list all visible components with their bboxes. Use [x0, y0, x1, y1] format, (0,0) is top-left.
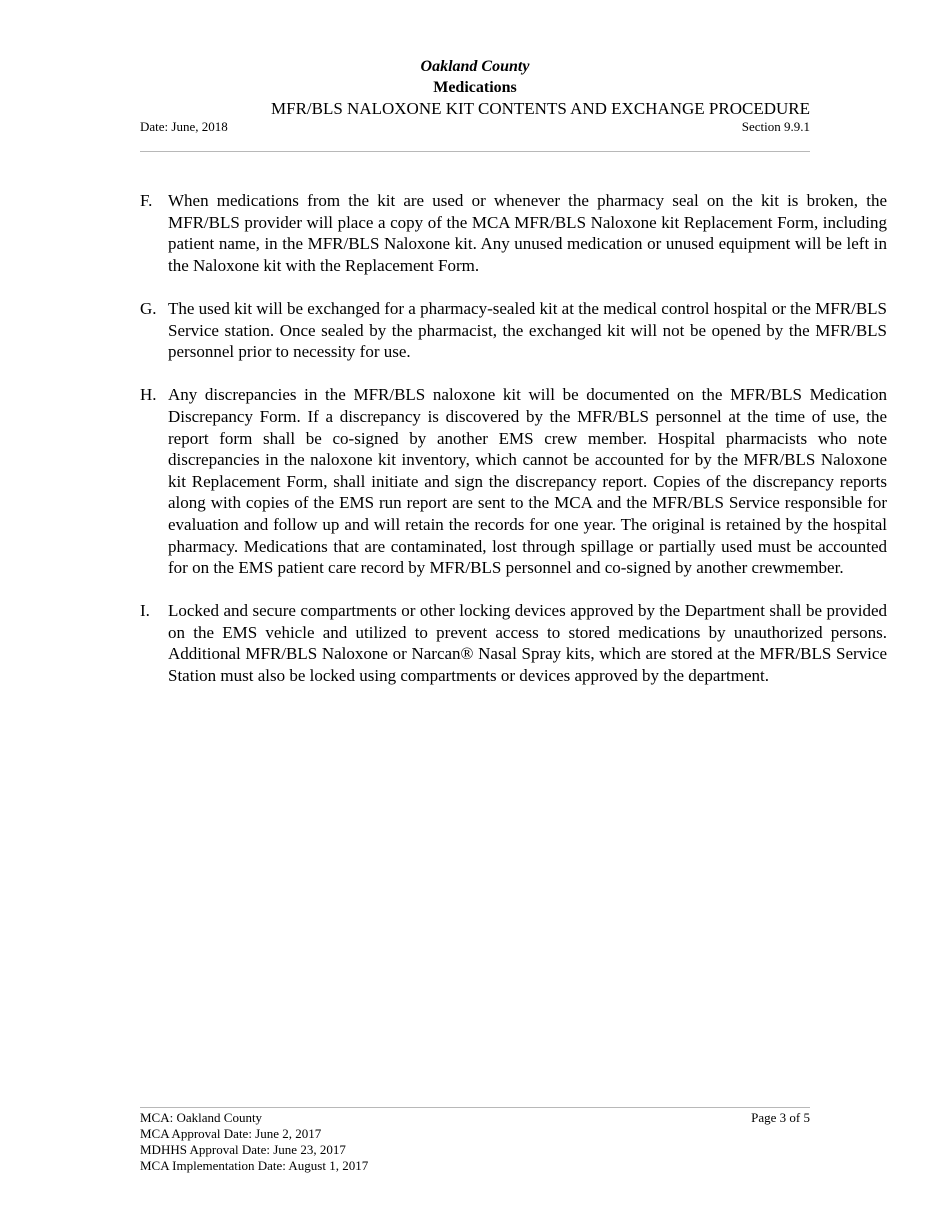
footer-divider — [140, 1107, 810, 1108]
page-footer — [140, 1110, 810, 1174]
procedure-list — [140, 190, 887, 708]
footer-first-row — [140, 1110, 810, 1126]
footer-mca: MCA: Oakland County — [140, 1110, 263, 1125]
list-item — [140, 384, 887, 578]
list-item — [140, 190, 887, 276]
protocol-title: MFR/BLS NALOXONE KIT CONTENTS AND EXCHANGE PROCEDURE — [271, 99, 810, 118]
header-divider — [140, 151, 810, 152]
page-number: Page 3 of 5 — [751, 1110, 810, 1125]
item-text: Any discrepancies in the MFR/BLS naloxone kit will be documented on the MFR/BLS Medication Discrepancy Form. If a discrepancy is discovered by the MFR/BLS personnel at the time of use, the report form shall be co-signed by another EMS crew member. Hospital pharmacists who note discrepancies in the naloxone kit inventory, which cannot be accounted for by the MFR/BLS Naloxone kit Replacement Form, shall initiate and sign the discrepancy report. Copies of the discrepancy reports along with copies of the EMS run report are sent to the MCA and the MFR/BLS Service responsible for evaluation and follow up and will retain the records for one year. The original is retained by the hospital pharmacy. Medications that are contaminated, lost through spillage or partially used must be accounted for on the EMS patient care record by MFR/BLS personnel and co-signed by another crewmember. — [168, 385, 887, 578]
item-letter: F. — [140, 191, 153, 210]
mdhhs-approval-date: MDHHS Approval Date: June 23, 2017 — [140, 1142, 346, 1157]
list-item — [140, 298, 887, 363]
list-item — [140, 600, 887, 686]
item-text: Locked and secure compartments or other locking devices approved by the Department shall be provided on the EMS vehicle and utilized to prevent access to stored medications by unauthorized persons. Additional MFR/BLS Naloxone or Narcan® Nasal Spray kits, which are stored at the MFR/BLS Service Station must also be locked using compartments or devices approved by the department. — [168, 601, 887, 686]
implementation-date: MCA Implementation Date: August 1, 2017 — [140, 1158, 369, 1173]
page-header — [140, 56, 810, 135]
item-letter: G. — [140, 298, 157, 318]
protocol-category: Medications — [433, 79, 517, 96]
protocol-date: Date: June, 2018 — [140, 119, 228, 134]
item-text: When medications from the kit are used or whenever the pharmacy seal on the kit is broken, the MFR/BLS provider will place a copy of the MCA MFR/BLS Naloxone kit Replacement Form, including patient name, in the MFR/BLS Naloxone kit. Any unused medication or unused equipment will be left in the Naloxone kit with the Replacement Form. — [168, 191, 887, 275]
item-text: The used kit will be exchanged for a pharmacy-sealed kit at the medical control hospital or the MFR/BLS Service station. Once sealed by the pharmacist, the exchanged kit will not be opened by the MFR/BLS personnel prior to necessity for use. — [168, 298, 887, 362]
mca-approval-date: MCA Approval Date: June 2, 2017 — [140, 1126, 322, 1141]
item-letter: H. — [140, 385, 157, 405]
section-number: Section 9.9.1 — [741, 119, 810, 134]
header-meta — [140, 119, 810, 135]
item-letter: I. — [140, 601, 150, 621]
county-name: Oakland County — [420, 58, 530, 75]
